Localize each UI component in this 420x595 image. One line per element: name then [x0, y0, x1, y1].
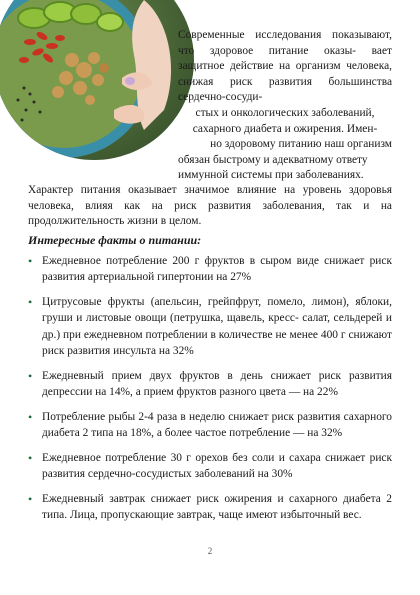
- fact-text: Ежедневный прием двух фруктов в день снижает риск развития депрессии на 14%, а прием фруктов разного цвета — на 22%: [42, 369, 392, 399]
- fact-text: Ежедневный завтрак снижает риск ожирения и сахарного диабета 2 типа. Лица, пропускающие завтрак, чаще имеют избыточный вес.: [42, 492, 392, 522]
- bullet-icon: •: [28, 409, 33, 424]
- bullet-icon: •: [28, 254, 33, 268]
- lead-paragraph: Характер питания оказывает значимое влияние на уровень здоровья человека, влияя как на риск развития заболевания, так и на продолжительность жизни в целом.: [28, 184, 392, 228]
- bullet-icon: •: [28, 450, 33, 465]
- intro-line: но здоровому питанию наш организм: [210, 138, 392, 151]
- fact-item: [28, 491, 392, 524]
- intro-line: стых и онкологических заболеваний,: [195, 106, 375, 119]
- fact-item: [28, 294, 392, 360]
- intro-line: обязан быстрому и адекватному ответу: [178, 153, 368, 166]
- intro-line: снижая риск развития большинства: [178, 75, 392, 88]
- bullet-icon: •: [28, 368, 33, 383]
- fact-item: [28, 253, 392, 286]
- bullet-icon: •: [28, 491, 33, 506]
- intro-line: Современные исследования показывают,: [178, 29, 392, 41]
- fact-item: [28, 368, 392, 401]
- fact-item: [28, 450, 392, 483]
- fact-text: Цитрусовые фрукты (апельсин, грейпфрут, помело, лимон), яблоки, груши и листовые овощи (петрушка, щавель, кресс- салат, сельдерей и др.) при ежедневном потреблении в количестве не менее 400 г снижают риск развития инсульта на 32%: [42, 296, 392, 358]
- facts-heading: Интересные факты о питании:: [28, 233, 202, 247]
- intro-line: сердечно-сосуди-: [178, 91, 263, 104]
- intro-line: защитное действие на организм человека,: [178, 60, 392, 73]
- intro-line: иммунной системы при заболеваниях.: [178, 169, 364, 182]
- facts-list: [28, 253, 392, 532]
- healthy-food-photo: [0, 0, 194, 160]
- fact-item: [28, 409, 392, 442]
- page-number: 2: [207, 546, 213, 556]
- intro-line: что здоровое питание оказы- вает: [178, 44, 392, 57]
- intro-line: сахарного диабета и ожирения. Имен-: [192, 122, 378, 135]
- intro-text: [178, 28, 392, 184]
- bullet-icon: •: [28, 295, 33, 309]
- fact-text: Ежедневное потребление 30 г орехов без соли и сахара снижает риск развития сердечно-сосудистых заболеваний на 30%: [42, 451, 392, 481]
- smoothie-bowl-illustration: [0, 0, 194, 160]
- fact-text: Потребление рыбы 2-4 раза в неделю снижает риск развития сахарного диабета 2 типа на 18%, а более частое потребление — на 32%: [42, 410, 392, 440]
- fact-text: Ежедневное потребление 200 г фруктов в сыром виде снижает риск развития артериальной гипертонии на 27%: [42, 255, 392, 284]
